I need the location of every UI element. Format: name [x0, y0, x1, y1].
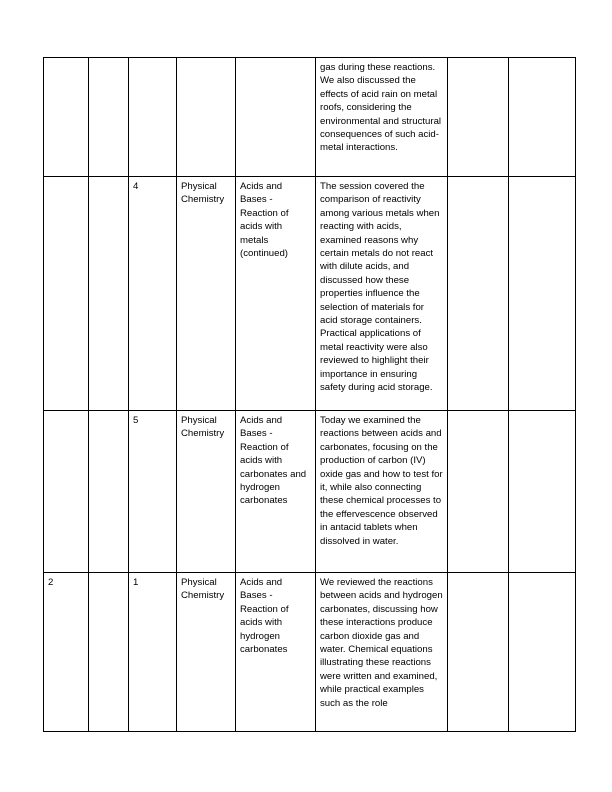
week-cell [44, 177, 89, 411]
lesson-cell [129, 58, 177, 177]
subject-cell [177, 58, 236, 177]
summary-cell [316, 411, 448, 573]
blank-cell [448, 177, 509, 411]
blank-cell [89, 58, 129, 177]
summary-text: Today we examined the reactions between acids and carbonates, focusing on the production of carbon (IV) oxide gas and how to test for it, while also connecting these chemical processes to the effervescence observed in antacid tablets when dissolved in water. [320, 415, 443, 547]
topic-text: Acids and Bases - Reaction of acids with carbonates and hydrogen carbonates [240, 415, 307, 507]
blank-cell [448, 411, 509, 573]
blank-cell [509, 411, 576, 573]
topic-text: Acids and Bases - Reaction of acids with metals (continued) [240, 181, 289, 260]
topic-cell [236, 573, 316, 732]
topic-cell [236, 58, 316, 177]
topic-text: Acids and Bases - Reaction of acids with hydrogen carbonates [240, 577, 289, 656]
subject-cell [177, 177, 236, 411]
lesson-cell [129, 177, 177, 411]
blank-cell [509, 177, 576, 411]
subject-text: Physical Chemistry [181, 181, 225, 206]
blank-cell [448, 573, 509, 732]
summary-text: The session covered the comparison of reactivity among various metals when reacting with acids, examined reasons why certain metals do not react with dilute acids, and discussed how these properties influence the selection of materials for acid storage containers. Practical applications of metal reactivity were also reviewed to highlight their importance in ensuring safety during acid storage. [320, 181, 440, 394]
topic-cell [236, 411, 316, 573]
table-row [44, 573, 576, 732]
subject-cell [177, 411, 236, 573]
lesson-cell [129, 573, 177, 732]
blank-cell [89, 411, 129, 573]
week-text: 2 [48, 577, 54, 588]
blank-cell [448, 58, 509, 177]
blank-cell [509, 573, 576, 732]
summary-cell [316, 573, 448, 732]
lesson-text: 1 [133, 577, 139, 588]
table-row [44, 177, 576, 411]
topic-cell [236, 177, 316, 411]
summary-text: gas during these reactions. We also discussed the effects of acid rain on metal roofs, considering the environmental and structural consequences of such acid-metal interactions. [320, 62, 442, 154]
blank-cell [89, 177, 129, 411]
lesson-text: 4 [133, 181, 139, 192]
subject-cell [177, 573, 236, 732]
subject-text: Physical Chemistry [181, 577, 225, 602]
week-cell [44, 411, 89, 573]
subject-text: Physical Chemistry [181, 415, 225, 440]
week-cell [44, 573, 89, 732]
summary-cell [316, 177, 448, 411]
table-row [44, 58, 576, 177]
blank-cell [89, 573, 129, 732]
summary-text: We reviewed the reactions between acids and hydrogen carbonates, discussing how these interactions produce carbon dioxide gas and water. Chemical equations illustrating these reactions were written and examined, while practical examples such as the role [320, 577, 443, 709]
table-row [44, 411, 576, 573]
lesson-log-table [43, 57, 576, 732]
week-cell [44, 58, 89, 177]
summary-cell [316, 58, 448, 177]
lesson-cell [129, 411, 177, 573]
lesson-text: 5 [133, 415, 139, 426]
blank-cell [509, 58, 576, 177]
